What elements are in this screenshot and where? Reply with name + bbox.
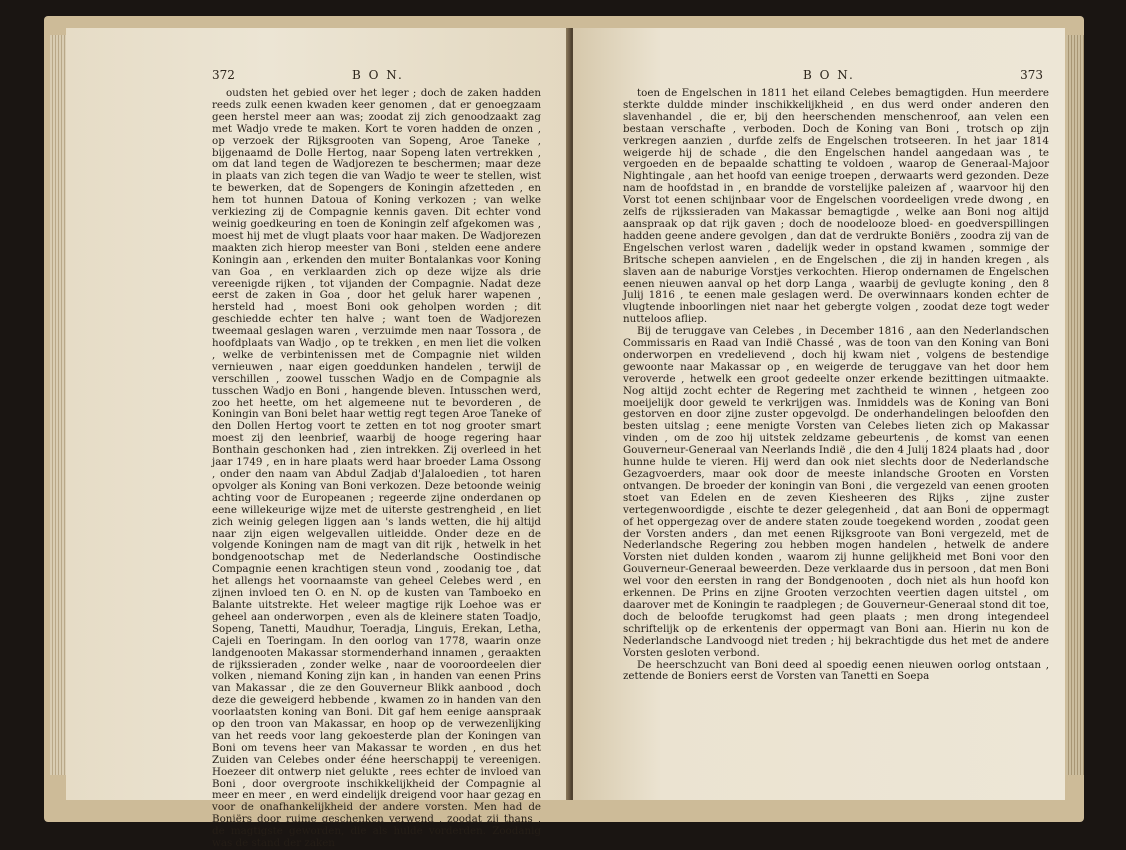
right-paragraph: toen de Engelschen in 1811 het eiland Celebes bemagtigden. Hun meerdere sterkte duldde minder inschikkelijkheid , en dus werd onder anderen den slavenhandel , die er, bij den heerschenden menschenroof, aan velen een bestaan verschafte , verboden. Doch de Koning van Boni , trotsch op zijn verkregen aanzien , durfde zelfs de Engelschen trotseeren. In het jaar 1814 weigerde hij de schade , die den Engelschen handel aangedaan was , te vergoeden en de bepaalde schatting te voldoen , waarop de Generaal-Majoor Nightingale , aan het hoofd van eenige troepen , derwaarts werd gezonden. Deze nam de hoofdstad in , en brandde de vorstelijke paleizen af , waarvoor hij den Vorst tot eenen schijnbaar voor de Engelschen voordeeligen vrede dwong , en zelfs de rijkssieraden van Makassar bemagtigde , welke aan Boni nog altijd aanspraak op dat rijk gaven ; doch de noodelooze bloed- en goedverspillingen hadden geene andere gevolgen , dan dat de verdrukte Boniërs , zoodra zij van de Engelschen verlost waren , dadelijk weder in opstand kwamen , sommige der Britsche schepen aanvielen , en de Engelschen , die zij in handen kregen , als slaven aan de naburige Vorstjes verkochten. Hierop ondernamen de Engelschen eenen nieuwen aanval op het dorp Langa , waarbij de gevlugte koning , den 8 Julij 1816 , te eenen male geslagen werd. De overwinnaars konden echter de vlugtende inboorlingen niet naar het gebergte volgen , zoodat deze togt weder nutteloos afliep. <box>623 87 1049 326</box>
left-paragraph: oudsten het gebied over het leger ; doch de zaken hadden reeds zulk eenen kwaden keer genomen , dat er genoegzaam geen herstel meer aan was; zoodat zij zich genoodzaakt zag met Wadjo vrede te maken. Kort te voren hadden de onzen , op verzoek der Rijksgrooten van Sopeng, Aroe Taneke , bijgenaamd de Dolle Hertog, naar Sopeng laten vertrekken , om dat land tegen de Wadjorezen te beschermen; maar deze in plaats van zich tegen die van Wadjo te weer te stellen, wist te bewerken, dat de Sopengers de Koningin afzetteden , en hem tot hunnen Datoua of Koning verkozen ; van welke verkiezing zij de Compagnie kennis gaven. Dit echter vond weinig goedkeuring en toen de Koningin zelf afgekomen was , moest hij met de vlugt plaats voor haar maken. De Wadjorezen maakten zich hierop meester van Boni , stelden eene andere Koningin aan , erkenden den muiter Bontalankas voor Koning van Goa , en verklaarden zich op deze wijze als drie vereenigde rijken , tot vijanden der Compagnie. Nadat deze eerst de zaken in Goa , door het geluk harer wapenen , hersteld had , moest Boni ook geholpen worden ; dit geschiedde echter ten halve ; want toen de Wadjorezen tweemaal geslagen waren , verzuimde men naar Tossora , de hoofdplaats van Wadjo , op te trekken , en men liet die volken , welke de verbintenissen met de Compagnie niet wilden vernieuwen , naar eigen goeddunken handelen , terwijl de verschillen , zoowel tusschen Wadjo en de Compagnie als tusschen Wadjo en Boni , hangende bleven. Intusschen werd, zoo het heette, om het algemeene nut te bevorderen , de Koningin van Boni belet haar wettig regt tegen Aroe Taneke of den Dollen Hertog voort te zetten en tot nog grooter smart moest zij den leenbrief, waarbij de hooge regering haar Bonthain geschonken had , zien intrekken. Zij overleed in het jaar 1749 , en in hare plaats werd haar broeder Lama Ossong , onder den naam van Abdul Zadjab d'Jalaloedien , tot haren opvolger als Koning van Boni verkozen. Deze betoonde weinig achting voor de Europeanen ; regeerde zijne onderdanen op eene willekeurige wijze met de uiterste gestrengheid , en liet zich weinig gelegen liggen aan 's lands wetten, die hij altijd naar zijn eigen welgevallen uitleidde. Onder deze en de volgende Koningen nam de magt van dit rijk , hetwelk in het bondgenootschap met de Nederlandsche Oostindische Compagnie eenen krachtigen steun vond , zoodanig toe , dat het allengs het voornaamste van geheel Celebes werd , en zijnen invloed ten O. en N. op de kusten van Tamboeko en Balante uitstrekte. Het weleer magtige rijk Loehoe was er geheel aan onderworpen , even als de kleinere staten Toadjo, Sopeng, Tanetti, Maudhur, Toeradja, Linguis, Erekan, Letha, Cajeli en Toeringam. In den oorlog van 1778, waarin onze landgenooten Makassar stormenderhand innamen , geraakten de rijkssieraden , zonder welke , naar de vooroordeelen dier volken , niemand Koning zijn kan , in handen van eenen Prins van Makassar , die ze den Gouverneur Blikk aanbood , doch deze die geweigerd hebbende , kwamen zo in handen van den voorlaatsten koning van Boni. Dit gaf hem eenige aanspraak op den troon van Makassar, en hoop op de verwezenlijking van het reeds voor lang gekoesterde plan der Koningen van Boni om tevens heer van Makassar te worden , en dus het Zuiden van Celebes onder ééne heerschappij te vereenigen. Hoezeer dit ontwerp niet gelukte , rees echter de invloed van Boni , door overgroote inschikkelijkheid der Compagnie al meer en meer , en werd eindelijk dreigend voor haar gezag en voor de onafhankelijkheid der andere vorsten. Men had de Boniërs door ruime geschenken verwend , zoodat zij thans , de magtigste geworden, die als hulde vorderden. Zoodanig was de stand der zaken <box>212 87 541 850</box>
right-page-body <box>623 88 1049 683</box>
right-page-number: 373 <box>1020 68 1043 82</box>
right-page <box>573 28 1065 800</box>
left-page-number: 372 <box>212 68 235 82</box>
right-running-head: B O N. <box>803 68 855 82</box>
left-page <box>66 28 569 850</box>
right-paragraph: Bij de teruggave van Celebes , in December 1816 , aan den Nederlandschen Commissaris en Raad van Indië Chassé , was de toon van den Koning van Boni onderworpen en vredelievend , doch hij kwam niet , volgens de bestendige gewoonte naar Makassar op , en weigerde de teruggave van het door hem veroverde , hetwelk een groot gedeelte onzer erkende bezittingen uitmaakte. Nog altijd zocht echter de Regering met zachtheid te winnen , hetgeen zoo moeijelijk door geweld te verkrijgen was. Inmiddels was de Koning van Boni gestorven en door zijne zuster opgevolgd. De onderhandelingen beloofden den besten uitslag ; eene menigte Vorsten van Celebes lieten zich op Makassar vinden , om de zoo hij uitstek zeldzame gebeurtenis , de komst van eenen Gouverneur-Generaal van Neerlands Indië , die den 4 Julij 1824 plaats had , door hunne hulde te vieren. Hij werd dan ook niet slechts door de Nederlandsche Gezagvoerders, maar ook door de meeste inlandsche Grooten en Vorsten ontvangen. De broeder der koningin van Boni , die vergezeld van eenen grooten stoet van Edelen en de zeven Kiesheeren des Rijks , zijne zuster vertegenwoordigde , eischte te dezer gelegenheid , dat aan Boni de oppermagt of het oppergezag over de andere staten zoude toegekend worden , zoodat geen der Vorsten anders , dan met eenen Rijksgroote van Boni vergezeld, met de Nederlandsche Regering zou hebben mogen handelen , hetwelk de andere Vorsten niet dulden konden , waarom zij hunne gelijkheid met Boni voor den Gouverneur-Generaal beweerden. Deze verklaarde dus in persoon , dat men Boni wel voor den eersten in rang der Bondgenooten , doch niet als hun hoofd kon erkennen. De Prins en zijne Grooten verzochten veertien dagen uitstel , om daarover met de Koningin te raadplegen ; de Gouverneur-Generaal stond dit toe, doch de beloofde terugkomst had geen plaats ; men drong integendeel schriftelijk op de erkentenis der oppermagt van Boni aan. Hierin nu kon de Nederlandsche Landvoogd niet treden ; hij bekrachtigde dus het met de andere Vorsten gesloten verbond. <box>623 325 1049 659</box>
left-page-body <box>212 88 541 850</box>
right-paragraph: De heerschzucht van Boni deed al spoedig eenen nieuwen oorlog ontstaan , zettende de Boniers eerst de Vorsten van Tanetti en Soepa <box>623 658 1049 683</box>
left-page-header <box>212 68 541 88</box>
left-running-head: B O N. <box>352 68 404 82</box>
right-page-edges <box>1066 35 1084 775</box>
right-page-header <box>623 68 1049 88</box>
